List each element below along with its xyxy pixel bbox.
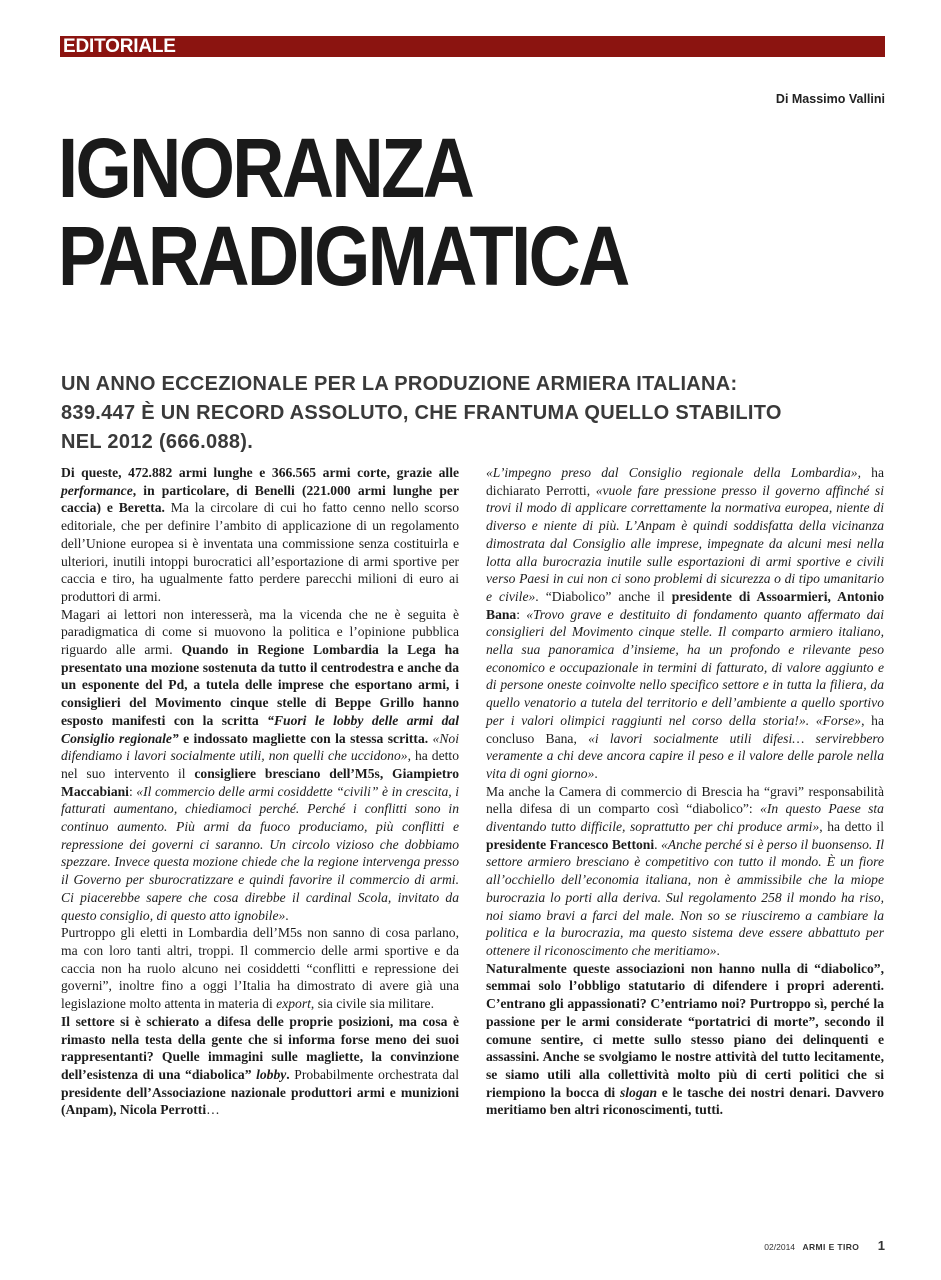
section-label: EDITORIALE xyxy=(63,36,176,57)
italic-quote: «In questo Paese sta diventando tutto difficile, soprattutto per chi produce armi» xyxy=(486,801,884,835)
page-footer xyxy=(764,1237,885,1255)
magazine-name: ARMI E TIRO xyxy=(802,1242,860,1252)
headline xyxy=(58,121,628,303)
body-text: . “Diabolico” anche il xyxy=(535,588,672,604)
bold-italic-text: “Fuori le lobby delle armi dal Consiglio regionale” xyxy=(61,712,459,746)
body-text: : xyxy=(128,783,137,799)
body-text: . xyxy=(716,942,720,958)
bold-text: , in particolare, di Benelli (221.000 armi lunghe per caccia) e Beretta. xyxy=(61,482,459,516)
subheadline xyxy=(61,370,881,457)
italic-text: performance xyxy=(61,482,133,498)
bold-italic-text: lobby xyxy=(256,1066,287,1082)
italic-quote: «Il commercio delle armi cosiddette “civili” è in crescita, i fatturati aumentano, chiediamoci perché. Perché i conflitti sono in continuo aumento. Più armi da fuoco produciamo, più conflitti e repressione dei governi ci saranno. Un circolo vizioso che dobbiamo spezzare. Invece questa mozione chiede che la regione intervenga presso il Governo per sburocratizzare e quindi favorire il commercio di armi. Ci piacerebbe sapere che cosa direbbe il cardinal Scola, invitato da questo consiglio, di questo atto ignobile» xyxy=(61,783,459,923)
italic-quote: «Trovo grave e destituito di fondamento quanto affermato dai consiglieri del Movimento cinque stelle. Il comparto armiero italiano, nella sua panoramica d’insieme, ha un profondo e rilevante peso economico e occupazionale in termini di fatturato, di valore aggiunto e di persone oneste coinvolte nello specifico settore e in tutta la filiera, da quello venatorio a tutela del territorio e dell’ambiente a quello sportivo per i valori olimpici raggiunti nel corso della storia!». «Forse» xyxy=(486,606,884,728)
headline-line: IGNORANZA xyxy=(58,121,473,215)
paragraph xyxy=(486,783,884,960)
issue-number: 02/2014 xyxy=(764,1242,796,1252)
article-column-right xyxy=(486,464,884,1119)
body-text: , ha detto il xyxy=(819,819,884,835)
bold-text: Quando in Regione Lombardia la Lega ha presentato una mozione sostenuta da tutto il centrodestra e anche da un esponente del Pd, a tutela delle imprese che esportano armi, i consiglieri del Movimento cinque stelle di Beppe Grillo hanno esposto manifesti con la scritta xyxy=(61,642,459,728)
paragraph xyxy=(61,924,459,1013)
bold-text: e le tasche dei nostri denari. Davvero meritiamo ben altri riconoscimenti, tutti. xyxy=(486,1084,885,1118)
headline-line: PARADIGMATICA xyxy=(58,209,628,303)
body-text: . xyxy=(285,907,289,923)
bold-italic-text: slogan xyxy=(619,1084,658,1100)
body-text: … xyxy=(206,1102,220,1118)
bold-text: Naturalmente queste associazioni non hanno nulla di “diabolico”, semmai solo l’obbligo statutario di difendere i propri aderenti. C’entrano gli appassionati? C’entriamo noi? Purtroppo sì, perché la passione per le armi considerate “portatrici di morte”, secondo il comune sentire, ci mette sullo stesso piano dei delinquenti e assassini. Anche se svolgiamo le nostre attività del tutto lecitamente, se siamo utili alla collettività molto più di certi politici che si riempiono la bocca di xyxy=(486,960,884,1100)
italic-quote: «Noi difendiamo i lavori socialmente utili, non quelli che uccidono» xyxy=(61,730,459,764)
paragraph xyxy=(61,606,459,925)
body-text: Ma anche la Camera di commercio di Brescia ha “gravi” responsabilità nella difesa di un comparto così “diabolico”: xyxy=(486,783,884,817)
bold-text: . xyxy=(286,1066,290,1082)
byline: Di Massimo Vallini xyxy=(775,92,885,106)
body-text: Ma la circolare di cui ho fatto cenno nello scorso editoriale, che per definire l’ambito di applicazione di un regolamento dell’Unione europea si è inventata una commissione senza costituirla e ulteriori, inutili intoppi burocratici all’esportazione di armi sportive per caccia e tiro, ha ugualmente fatto perdere parecchi milioni di euro ai produttori di armi. xyxy=(61,500,460,604)
body-text: : xyxy=(516,606,527,622)
bold-text: Il settore si è schierato a difesa delle proprie posizioni, ma cosa è rimasto nella testa della gente che si informa forse meno dei suoi rappresentanti? Quelle immagini sulle magliette, la convinzione dell’esistenza di una “diabolica” xyxy=(61,1013,459,1082)
paragraph xyxy=(61,464,459,606)
italic-quote: «Anche perché si è perso il buonsenso. Il settore armiero bresciano è competitivo con tutto il mondo. È un fiore all’occhiello dell’economia italiana, non è ammissibile che la miope burocrazia lo porti alla deriva. Sul regolamento 258 il mondo ha riso, noi siamo bravi a farci del male. Non so se riusciremo a cambiare la politica e la burocrazia, ma questo sistema deve essere abbattuto per ottenere il riconoscimento che meritiamo» xyxy=(486,836,885,958)
subheadline-line: UN ANNO ECCEZIONALE PER LA PRODUZIONE ARMIERA ITALIANA: xyxy=(61,373,738,395)
paragraph xyxy=(486,960,884,1119)
bold-text: Di queste, 472.882 armi lunghe e 366.565 armi corte, grazie alle xyxy=(61,465,459,480)
subheadline-line: NEL 2012 (666.088). xyxy=(61,431,254,453)
body-text: , ha concluso Bana, xyxy=(486,712,884,746)
section-bar xyxy=(60,36,885,57)
article-column-left xyxy=(61,464,459,1119)
body-text: Probabilmente orchestrata dal xyxy=(289,1066,459,1082)
body-text: , ha detto nel suo intervento il xyxy=(61,748,459,781)
body-text: Purtroppo gli eletti in Lombardia dell’M5s non sanno di cosa parlano, ma con loro tanti altri, troppi. Il commercio delle armi sportive e da caccia non ha ruolo alcuno nei cosiddetti “conflitti e repressione dei governi”, inoltre fino a oggi l’Italia ha dimostrato di avere già una legislazione molto attenta in materia di xyxy=(61,925,459,1012)
bold-text: consigliere bresciano dell’M5s, Giampietro Maccabiani xyxy=(61,765,459,799)
italic-quote: «L’impegno preso dal Consiglio regionale della Lombardia» xyxy=(486,465,858,480)
bold-text: presidente dell’Associazione nazionale produttori armi e munizioni (Anpam), Nicola Perrotti xyxy=(61,1084,459,1118)
body-text: . xyxy=(594,765,598,781)
body-text: Magari ai lettori non interesserà, ma la vicenda che ne è seguita è paradigmatica di come si muovono la politica e l’opinione pubblica riguardo alle armi. xyxy=(61,606,459,658)
paragraph xyxy=(61,1013,459,1119)
page-number: 1 xyxy=(877,1238,885,1253)
italic-quote: «i lavori socialmente utili difesi… servirebbero veramente a chi deve ancora capire il peso e il valore delle parole nella vita di ogni giorno» xyxy=(486,730,884,781)
bold-text: e indossato magliette con la stessa scritta. xyxy=(178,730,429,746)
body-text: , sia civile sia militare. xyxy=(310,996,434,1012)
subheadline-line: 839.447 È UN RECORD ASSOLUTO, CHE FRANTUMA QUELLO STABILITO xyxy=(61,402,782,424)
italic-text: export xyxy=(276,996,311,1012)
body-text: , ha dichiarato Perrotti, xyxy=(486,465,884,498)
bold-text: presidente di Assoarmieri, Antonio Bana xyxy=(486,588,884,622)
bold-text: presidente Francesco Bettoni xyxy=(486,836,655,852)
italic-quote: «vuole fare pressione presso il governo affinché si trovi il modo di applicare correttamente la normativa europea, niente di diverso e niente di più. L’Anpam è quindi soddisfatta della vicinanza dimostrata dal Consiglio alle imprese, impegnate da alcuni mesi nella lotta alla burocrazia inutile sulle esportazioni di armi sportive e civili verso Paesi in cui non ci sono problemi di sicurezza o di tipo umanitario e civile» xyxy=(486,482,884,604)
paragraph xyxy=(486,464,884,783)
body-text: . xyxy=(654,836,661,852)
